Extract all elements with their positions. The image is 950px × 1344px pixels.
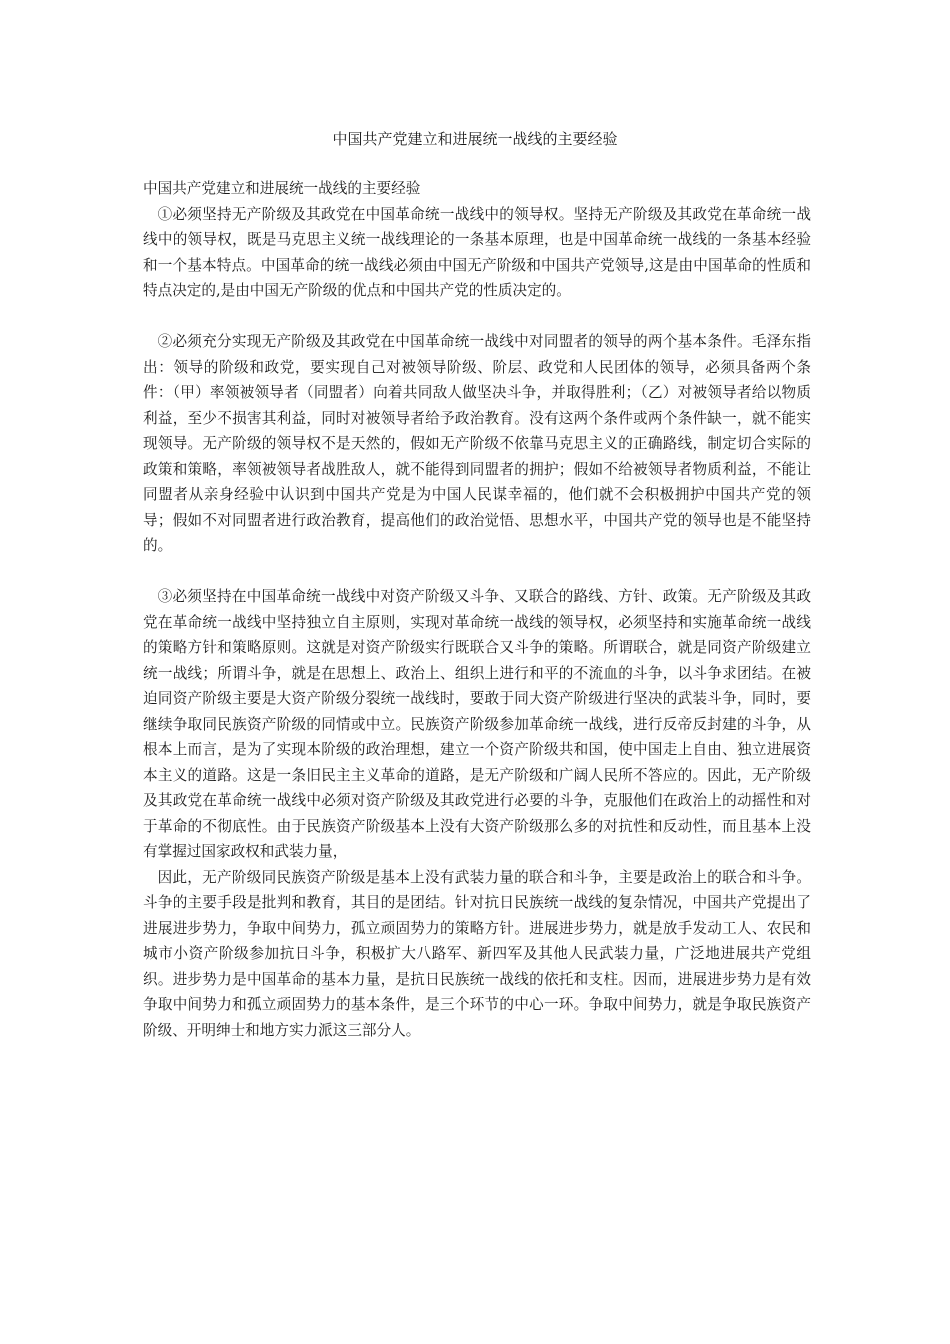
paragraph-2: ②必须充分实现无产阶级及其政党在中国革命统一战线中对同盟者的领导的两个基本条件。毛泽东指出：领导的阶级和政党，要实现自己对被领导阶级、阶层、政党和人民团体的领导，必须具备两个条件：（甲）率领被领导者（同盟者）向着共同敌人做坚决斗争，并取得胜利；（乙）对被领导者给以物质利益，至少不损害其利益，同时对被领导者给予政治教育。没有这两个条件或两个条件缺一，就不能实现领导。无产阶级的领导权不是天然的，假如无产阶级不依靠马克思主义的正确路线，制定切合实际的政策和策略，率领被领导者战胜敌人，就不能得到同盟者的拥护；假如不给被领导者物质利益，不能让同盟者从亲身经验中认识到中国共产党是为中国人民谋幸福的，他们就不会积极拥护中国共产党的领导；假如不对同盟者进行政治教育，提高他们的政治觉悟、思想水平，中国共产党的领导也是不能坚持的。 [143, 333, 811, 554]
document-subtitle: 中国共产党建立和进展统一战线的主要经验 [143, 180, 421, 197]
paragraph-4: 因此，无产阶级同民族资产阶级是基本上没有武装力量的联合和斗争，主要是政治上的联合和斗争。斗争的主要手段是批判和教育，其目的是团结。针对抗日民族统一战线的复杂情况，中国共产党提出了进展进步势力，争取中间势力，孤立顽固势力的策略方针。进展进步势力，就是放手发动工人、农民和城市小资产阶级参加抗日斗争，积极扩大八路军、新四军及其他人民武装力量，广泛地进展共产党组织。进步势力是中国革命的基本力量，是抗日民族统一战线的依托和支柱。因而，进展进步势力是有效争取中间势力和孤立顽固势力的基本条件，是三个环节的中心一环。争取中间势力，就是争取民族资产阶级、开明绅士和地方实力派这三部分人。 [143, 868, 811, 1039]
paragraph-3: ③必须坚持在中国革命统一战线中对资产阶级又斗争、又联合的路线、方针、政策。无产阶级及其政党在革命统一战线中坚持独立自主原则，实现对革命统一战线的领导权，必须坚持和实施革命统一战线的策略方针和策略原则。这就是对资产阶级实行既联合又斗争的策略。所谓联合，就是同资产阶级建立统一战线；所谓斗争，就是在思想上、政治上、组织上进行和平的不流血的斗争，以斗争求团结。在被迫同资产阶级主要是大资产阶级分裂统一战线时，要敢于同大资产阶级进行坚决的武装斗争，同时，要继续争取同民族资产阶级的同情或中立。民族资产阶级参加革命统一战线，进行反帝反封建的斗争，从根本上而言，是为了实现本阶级的政治理想，建立一个资产阶级共和国，使中国走上自由、独立进展资本主义的道路。这是一条旧民主主义革命的道路，是无产阶级和广阔人民所不答应的。因此，无产阶级及其政党在革命统一战线中必须对资产阶级及其政党进行必要的斗争，克服他们在政治上的动摇性和对于革命的不彻底性。由于民族资产阶级基本上没有大资产阶级那么多的对抗性和反动性，而且基本上没有掌握过国家政权和武装力量， [143, 588, 811, 860]
document-body [143, 176, 811, 1043]
paragraph-1: ①必须坚持无产阶级及其政党在中国革命统一战线中的领导权。坚持无产阶级及其政党在革命统一战线中的领导权，既是马克思主义统一战线理论的一条基本原理，也是中国革命统一战线的一条基本经验和一个基本特点。中国革命的统一战线必须由中国无产阶级和中国共产党领导,这是由中国革命的性质和特点决定的,是由中国无产阶级的优点和中国共产党的性质决定的。 [143, 205, 811, 299]
document-title: 中国共产党建立和进展统一战线的主要经验 [332, 130, 618, 148]
